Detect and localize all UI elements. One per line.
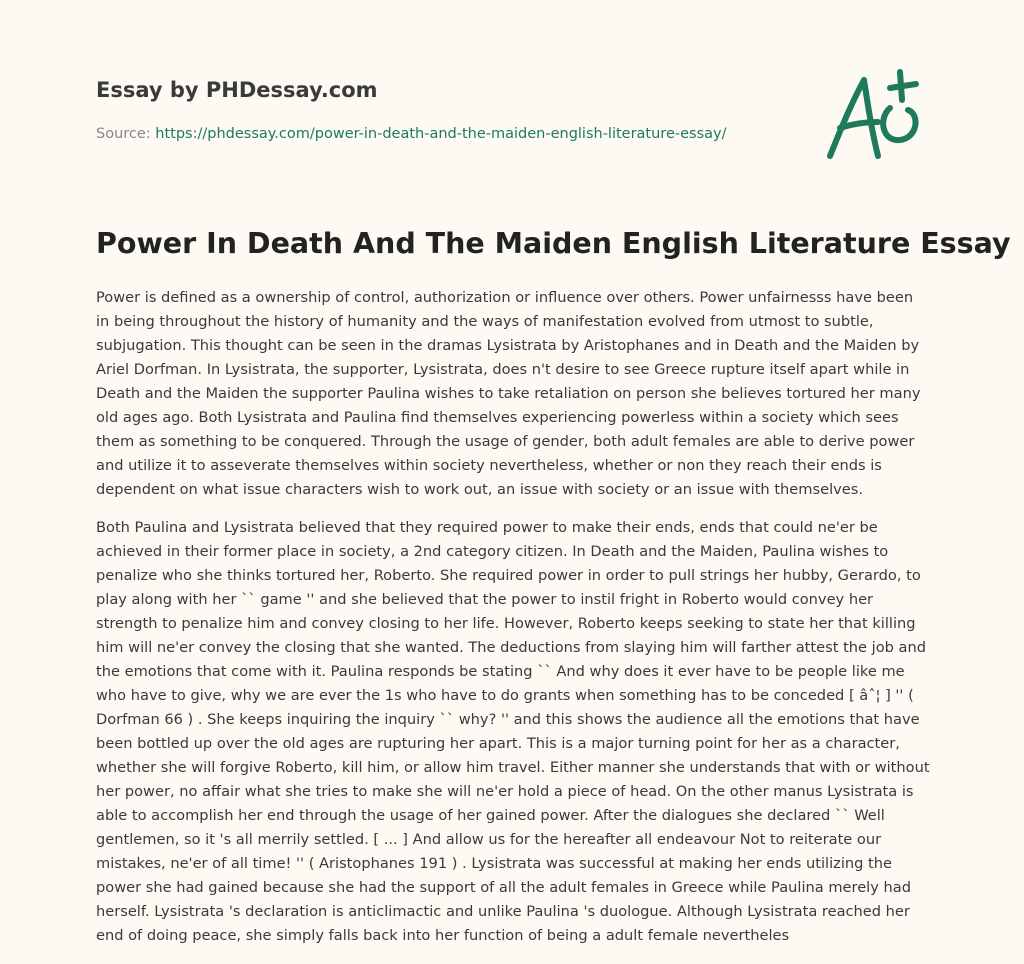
essay-paragraph: Both Paulina and Lysistrata believed that they required power to make their ends, ends that could ne'er be achieved in their former place in society, a 2nd category citizen. In Death and the Maiden, Paulina wishes to penalize who she thinks tortured her, Roberto. She required power in order to pull strings her hubby, Gerardo, to play along with her `` game '' and she believed that the power to instil fright in Roberto would convey her strength to penalize him and convey closing to her life. However, Roberto keeps seeking to state her that killing him will ne'er convey the closing that she wanted. The deductions from slaying him will farther attest the job and the emotions that come with it. Paulina responds be stating `` And why does it ever have to be people like me who have to give, why we are ever the 1s who have to do grants when something has to be conceded [ âˆ¦ ] '' ( Dorfman 66 ) . She keeps inquiring the inquiry `` why? '' and this shows the audience all the emotions that have been bottled up over the old ages are rupturing her apart. This is a major turning point for her as a character, whether she will forgive Roberto, kill him, or allow him travel. Either manner she understands that with or without her power, no affair what she tries to make she will ne'er hold a piece of head. On the other manus Lysistrata is able to accomplish her end through the usage of her gained power. After the dialogues she declared `` Well gentlemen, so it 's all merrily settled. [ ... ] And allow us for the hereafter all endeavour Not to reiterate our mistakes, ne'er of all time! '' ( Aristophanes 191 ) . Lysistrata was successful at making her ends utilizing the power she had gained because she had the support of all the adult females in Greece while Paulina merely had herself. Lysistrata 's declaration is anticlimactic and unlike Paulina 's duologue. Although Lysistrata reached her end of doing peace, she simply falls back into her function of being a adult female nevertheles (96, 519, 930, 944)
source-line (96, 126, 727, 142)
source-link[interactable]: https://phdessay.com/power-in-death-and-the-maiden-english-literature-essay/ (155, 126, 727, 142)
a-plus-logo-icon (820, 66, 930, 166)
essay-paragraph: Power is defined as a ownership of control, authorization or influence over others. Power unfairnesss have been in being throughout the history of humanity and the ways of manifestation evolved from utmost to subtle, subjugation. This thought can be seen in the dramas Lysistrata by Aristophanes and in Death and the Maiden by Ariel Dorfman. In Lysistrata, the supporter, Lysistrata, does n't desire to see Greece rupture itself apart while in Death and the Maiden the supporter Paulina wishes to take retaliation on person she believes tortured her many old ages ago. Both Lysistrata and Paulina find themselves experiencing powerless within a society which sees them as something to be conquered. Through the usage of gender, both adult females are able to derive power and utilize it to asseverate themselves within society nevertheless, whether or non they reach their ends is dependent on what issue characters wish to work out, an issue with society or an issue with themselves. (96, 289, 921, 498)
source-label: Source: (96, 126, 156, 142)
essay-title: Power In Death And The Maiden English Literature Essay (96, 227, 1011, 260)
essay-body (96, 286, 930, 962)
header (96, 76, 928, 142)
site-title: Essay by PHDessay.com (96, 78, 378, 102)
